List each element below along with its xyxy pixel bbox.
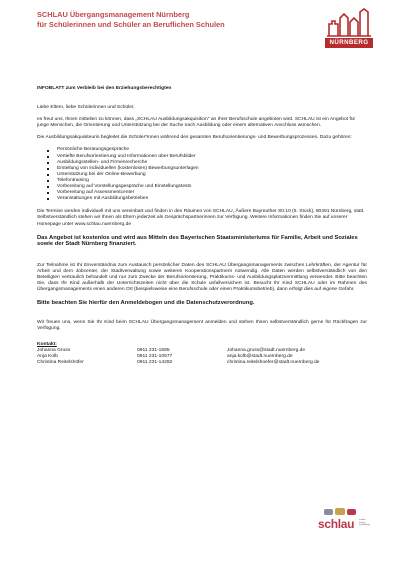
notice-paragraph: Bitte beachten Sie hierfür den Anmeldebogen und die Datenschutzverordnung.	[37, 300, 255, 307]
list-item: Telefontraining	[47, 178, 367, 184]
list-item: Vertiefte Berufsorientierung und Informationen über Berufsbilder	[47, 154, 367, 160]
document-body	[37, 86, 367, 366]
intro-paragraph: es freut uns, Ihnen mitteilen zu können, dass „SCHLAU Ausbildungsakquisition" an Ihrer Berufsschule angeboten wird. SCHLAU ist ein Angebot für junge Menschen, die Orientierung und Unterstützung bei der Suche nach Ausbildung oder einem alternativen Anschluss wünschen.	[37, 117, 356, 129]
salutation: Liebe Eltern, liebe Schülerinnen und Schüler,	[37, 105, 135, 111]
funding-paragraph: Das Angebot ist kostenlos und wird aus Mitteln des Bayerischen Staatsministeriums für Familie, Arbeit und Soziales sowie der Stadt Nürnberg finanziert.	[37, 234, 358, 247]
contact-title: Kontakt:	[37, 341, 57, 347]
list-item: Vorbereitung auf Vorstellungsgespräche und Einstellungstests	[47, 184, 367, 190]
contact-name: Johanna Gruss	[37, 347, 71, 353]
contact-name: Anja Kolb	[37, 353, 58, 359]
consent-paragraph: Zur Teilnahme ist Ihr Einverständnis zum Austausch persönlicher Daten des SCHLAU Übergangsmanagements zwischen Lehrkräften, der Agentur für Arbeit und dem Jobcenter, der Stadtverwaltung sowie weiteren Kooperationspartnern notwendig. Alle Daten werden selbstverständlich von den Beteiligten vertraulich behandelt und nur zum Zwecke der Berufsorientierung, Praktikums- und Ausbildungsplatzvermittlung verwendet. Bitte beachten Sie, dass Ihr Kind außerhalb der Unterrichtszeiten nicht über die Schule unfallversichert ist. Besucht Ihr Kind SCHLAU oder im Rahmen des Übergangsmanagements einen anderen Ort (beispielsweise eine Berufsschule oder einen Praktikumsbetrieb), dann erfolgt dies auf eigene Gefahr.	[37, 262, 367, 293]
appointments-paragraph: Die Termine werden individuell mit uns vereinbart und finden in den Räumen von SCHLAU, Äußere Bayreuther Str.10 (5. Stock), 90491 Nürnberg, statt. Selbstverständlich stehen wir Ihnen als Eltern jederzeit als Gesprächspartnerinnen zur Verfügung. Weitere Informationen finden Sie auf unserer Homepage unter www.schlau.nuernberg.de	[37, 209, 365, 227]
castle-icon	[325, 8, 373, 38]
contacts-table	[37, 348, 367, 366]
list-item: Erstellung von individuellen (kostenlosen) Bewerbungsunterlagen	[47, 166, 367, 172]
contact-email[interactable]: christina.reitelshoefer@stadt.nuernberg.de	[227, 359, 320, 365]
letterhead-line-2: für Schülerinnen und Schüler an Beruflichen Schulen	[37, 19, 225, 29]
schlau-wordmark: schlau	[318, 517, 355, 531]
contact-email[interactable]: anja.kolb@stadt.nuernberg.de	[227, 353, 293, 359]
list-item: Persönliche Beratungsgespräche	[47, 147, 367, 153]
contact-name: Christina Reitelshöfer	[37, 359, 84, 365]
list-item: Vorbereitung auf Assessmentcenter	[47, 190, 367, 196]
contact-phone[interactable]: 0911 231-10577	[137, 353, 173, 359]
schlau-logo	[318, 507, 370, 533]
list-item: Unterstützung bei der Online-Bewerbung	[47, 172, 367, 178]
logo-wordmark: NÜRNBERG	[325, 38, 373, 48]
list-item: Veranstaltungen mit Ausbildungsbetrieben	[47, 196, 367, 202]
document-heading: INFOBLATT zum Verbleib bei den Erziehungsberechtigten	[37, 86, 172, 91]
letterhead-line-1: SCHLAU Übergangsmanagement Nürnberg	[37, 10, 190, 19]
nuernberg-logo	[325, 8, 373, 50]
support-intro: Die Ausbildungsakquisiteurin begleitet die Schüler*innen während des gesamten Berufsorientierungs- und Bewerbungsprozesses. Dazu gehören:	[37, 135, 352, 141]
closing-paragraph: Wir freuen uns, wenn Sie Ihr Kind beim SCHLAU Übergangsmanagement anmelden und stehen Ihnen selbstverständlich gerne für Rückfragen zur Verfügung.	[37, 320, 367, 332]
contact-email[interactable]: Johanna.gruss@stadt.nuernberg.de	[227, 347, 306, 353]
contact-phone[interactable]: 0911 231-1585	[137, 347, 170, 353]
contact-phone[interactable]: 0911 231-14282	[137, 359, 173, 365]
letterhead-title	[37, 10, 317, 29]
list-item: Ausbildungsstellen- und Firmenrecherche	[47, 160, 367, 166]
services-list	[47, 147, 367, 202]
schlau-tagline: schule lernen ausbildung	[359, 519, 370, 527]
